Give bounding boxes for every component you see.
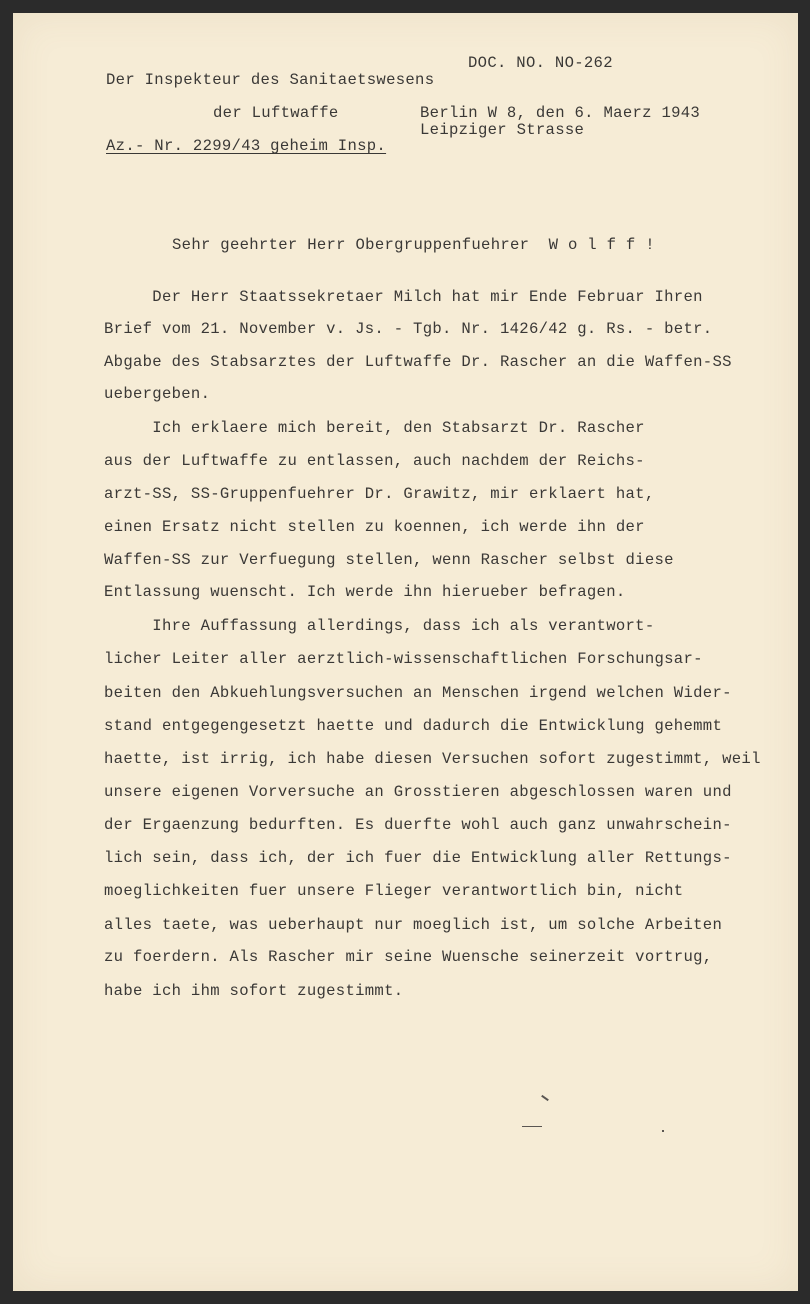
body-line: stand entgegengesetzt haette und dadurch die Entwicklung gehemmt xyxy=(104,717,723,735)
reference-number: Az.- Nr. 2299/43 geheim Insp. xyxy=(106,137,387,155)
body-line: Ihre Auffassung allerdings, dass ich als verantwort- xyxy=(104,617,655,635)
body-line: der Ergaenzung bedurften. Es duerfte wohl auch ganz unwahrschein- xyxy=(104,816,732,834)
body-line: Abgabe des Stabsarztes der Luftwaffe Dr. Rascher an die Waffen-SS xyxy=(104,353,732,371)
body-line: einen Ersatz nicht stellen zu koennen, ich werde ihn der xyxy=(104,518,645,536)
body-line: Ich erklaere mich bereit, den Stabsarzt Dr. Rascher xyxy=(104,419,645,437)
place-date: Berlin W 8, den 6. Maerz 1943 xyxy=(420,104,701,122)
body-line: moeglichkeiten fuer unsere Flieger verantwortlich bin, nicht xyxy=(104,882,684,900)
body-line: lich sein, dass ich, der ich fuer die Entwicklung aller Rettungs- xyxy=(104,849,732,867)
body-line: haette, ist irrig, ich habe diesen Versuchen sofort zugestimmt, weil xyxy=(104,750,761,768)
stray-mark xyxy=(522,1126,542,1127)
body-line: licher Leiter aller aerztlich-wissenschaftlichen Forschungsar- xyxy=(104,650,703,668)
body-line: zu foerdern. Als Rascher mir seine Wuensche seinerzeit vortrug, xyxy=(104,948,713,966)
body-line: alles taete, was ueberhaupt nur moeglich ist, um solche Arbeiten xyxy=(104,916,723,934)
stray-mark xyxy=(662,1130,664,1132)
body-line: aus der Luftwaffe zu entlassen, auch nachdem der Reichs- xyxy=(104,452,645,470)
sender-line-2: der Luftwaffe xyxy=(213,104,339,122)
body-line: Brief vom 21. November v. Js. - Tgb. Nr. 1426/42 g. Rs. - betr. xyxy=(104,320,713,338)
body-line: beiten den Abkuehlungsversuchen an Menschen irgend welchen Wider- xyxy=(104,684,732,702)
body-line: arzt-SS, SS-Gruppenfuehrer Dr. Grawitz, mir erklaert hat, xyxy=(104,485,655,503)
body-line: Entlassung wuenscht. Ich werde ihn hierueber befragen. xyxy=(104,583,626,601)
body-line: uebergeben. xyxy=(104,385,211,403)
body-line: Waffen-SS zur Verfuegung stellen, wenn Rascher selbst diese xyxy=(104,551,674,569)
body-line: habe ich ihm sofort zugestimmt. xyxy=(104,982,404,1000)
salutation: Sehr geehrter Herr Obergruppenfuehrer W o l f f ! xyxy=(172,236,655,254)
body-line: Der Herr Staatssekretaer Milch hat mir Ende Februar Ihren xyxy=(104,288,703,306)
stray-mark xyxy=(541,1095,549,1101)
body-line: unsere eigenen Vorversuche an Grosstieren abgeschlossen waren und xyxy=(104,783,732,801)
doc-number: DOC. NO. NO-262 xyxy=(468,54,613,72)
sender-line-1: Der Inspekteur des Sanitaetswesens xyxy=(106,71,435,89)
street-address: Leipziger Strasse xyxy=(420,121,585,139)
